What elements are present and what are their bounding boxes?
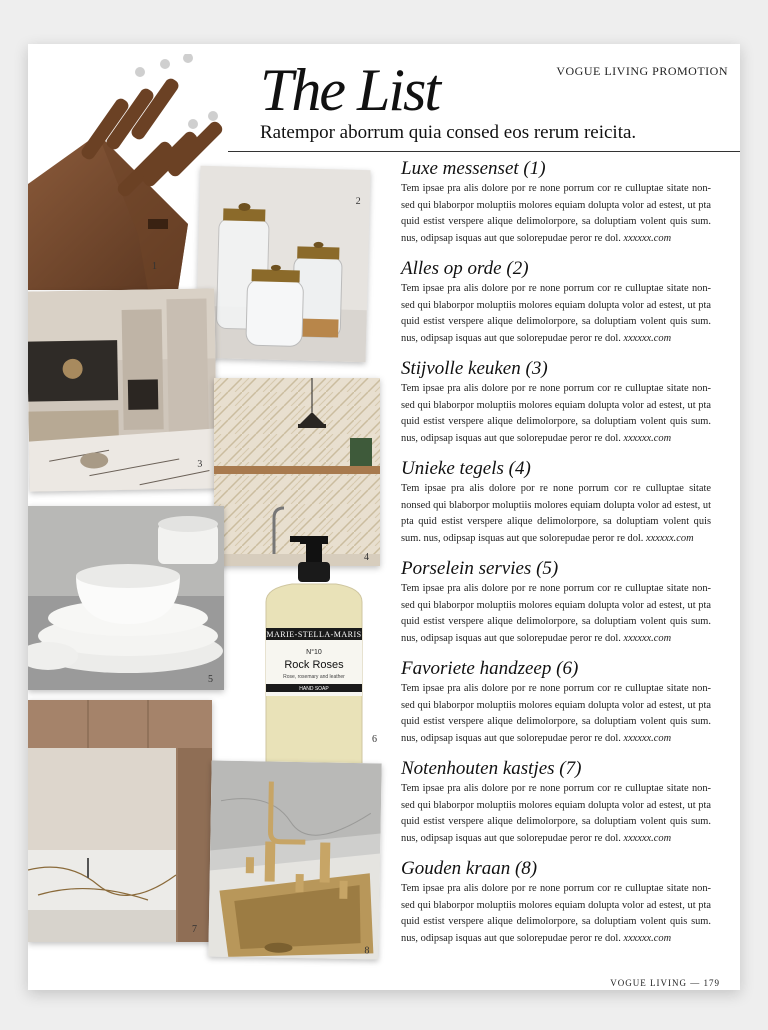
gold-faucet-photo [208, 761, 381, 960]
list-item [401, 257, 711, 357]
item-title: Porselein servies (5) [401, 558, 559, 579]
item-title: Notenhouten kastjes (7) [401, 758, 582, 779]
soap-sub-label: Rose, rosemary and leather [283, 674, 345, 680]
list-item [401, 357, 711, 457]
item-url[interactable]: xxxxxx.com [623, 932, 672, 944]
item-body: Tem ipsae pra alis dolore por re none porrum cor re culluptae sitate non-sed qui blaborpor moluptiis molores equiam dolupta volor ad estest, ut pta quid estist verspere alique delimolorpore, sa doluptiam volent quis sum. nus, odipsap isquas aut que solorepudae peror re dol. xxxxxx.com [401, 183, 711, 244]
list-item [401, 657, 711, 757]
item-url[interactable]: xxxxxx.com [623, 232, 672, 244]
page-title: The List [260, 57, 440, 123]
list-item [401, 557, 711, 657]
photo-number-4: 4 [364, 552, 369, 563]
item-title: Luxe messenset (1) [401, 158, 546, 179]
list-item [401, 857, 711, 957]
photo-number-2: 2 [355, 195, 361, 208]
soap-number-label: N°10 [306, 649, 322, 656]
page-subtitle: Ratempor aborrum quia consed eos rerum reicita. [260, 122, 637, 143]
soap-name-label: Rock Roses [284, 659, 344, 671]
promotion-label: VOGUE LIVING PROMOTION [556, 64, 728, 78]
kitchen-interior-photo [28, 288, 218, 491]
item-url[interactable]: xxxxxx.com [623, 832, 672, 844]
item-title: Gouden kraan (8) [401, 858, 538, 879]
soap-type-label: HAND SOAP [299, 686, 329, 692]
porcelain-plates-photo [28, 506, 224, 690]
photo-number-6: 6 [372, 734, 377, 745]
photo-number-3: 3 [197, 458, 203, 470]
list-item [401, 157, 711, 257]
item-title: Stijvolle keuken (3) [401, 358, 548, 379]
item-url[interactable]: xxxxxx.com [623, 732, 672, 744]
photo-number-8: 8 [364, 945, 370, 957]
item-title: Favoriete handzeep (6) [401, 658, 579, 679]
item-body: Tem ipsae pra alis dolore por re none porrum cor re culluptae sitate non-sed qui blaborpor moluptiis molores equiam dolupta volor ad estest, ut pta quid estist verspere alique delimolorpore, sa doluptiam volent quis sum. nus, odipsap isquas aut que solorepudae peror re dol. xxxxxx.com [401, 783, 711, 844]
item-body: Tem ipsae pra alis dolore por re none porrum cor re culluptae sitate non-sed qui blaborpor moluptiis molores equiam dolupta volor ad estest, ut pta quid estist verspere alique delimolorpore, sa doluptiam volent quis sum. nus, odipsap isquas aut que solorepudae peror re dol. xxxxxx.com [401, 283, 711, 344]
glass-jars-photo [196, 166, 371, 362]
item-url[interactable]: xxxxxx.com [623, 432, 672, 444]
item-body: Tem ipsae pra alis dolore por re none porrum cor re culluptae sitate non-sed qui blaborpor moluptiis molores equiam dolupta volor ad estest, ut pta quid estist verspere alique delimolorpore, sa doluptiam volent quis sum. nus, odipsap isquas aut que solorepudae peror re dol. xxxxxx.com [401, 683, 711, 744]
item-url[interactable]: xxxxxx.com [623, 632, 672, 644]
header-divider [228, 151, 740, 152]
item-body: Tem ipsae pra alis dolore por re none porrum cor re culluptae sitate non-sed qui blaborpor moluptiis molores equiam dolupta volor ad estest, ut pta quid estist verspere alique delimolorpore, sa doluptiam volent quis sum. nus, odipsap isquas aut que solorepudae peror re dol. xxxxxx.com [401, 383, 711, 444]
list-item [401, 757, 711, 857]
hand-soap-photo [252, 532, 382, 792]
walnut-cabinets-photo [28, 700, 212, 942]
soap-brand-label: MARIE-STELLA-MARIS [266, 630, 362, 639]
item-body: Tem ipsae pra alis dolore por re none porrum cor re culluptae sitate nonsed qui blaborpor moluptiis molores equiam dolupta volor ad estest, ut pta quid estist verspere alique delimolorpore, sa doluptiam volent quis sum. nus, odipsap isquas aut que solorepudae peror re dol. xxxxxx.com [401, 483, 711, 544]
item-title: Unieke tegels (4) [401, 458, 531, 479]
item-body: Tem ipsae pra alis dolore por re none porrum cor re culluptae sitate non-sed qui blaborpor moluptiis molores equiam dolupta volor ad estest, ut pta quid estist verspere alique delimolorpore, sa doluptiam volent quis sum. nus, odipsap isquas aut que solorepudae peror re dol. xxxxxx.com [401, 583, 711, 644]
photo-number-1: 1 [152, 261, 157, 272]
item-url[interactable]: xxxxxx.com [623, 332, 672, 344]
item-body: Tem ipsae pra alis dolore por re none porrum cor re culluptae sitate non-sed qui blaborpor moluptiis molores equiam dolupta volor ad estest, ut pta quid estist verspere alique delimolorpore, sa doluptiam volent quis sum. nus, odipsap isquas aut que solorepudae peror re dol. xxxxxx.com [401, 883, 711, 944]
list-item [401, 457, 711, 557]
photo-number-7: 7 [192, 924, 197, 935]
page-footer: VOGUE LIVING — 179 [610, 978, 720, 988]
product-list [401, 157, 711, 957]
magazine-page [28, 44, 740, 990]
item-url[interactable]: xxxxxx.com [646, 532, 694, 544]
photo-number-5: 5 [208, 674, 213, 685]
item-title: Alles op orde (2) [401, 258, 529, 279]
